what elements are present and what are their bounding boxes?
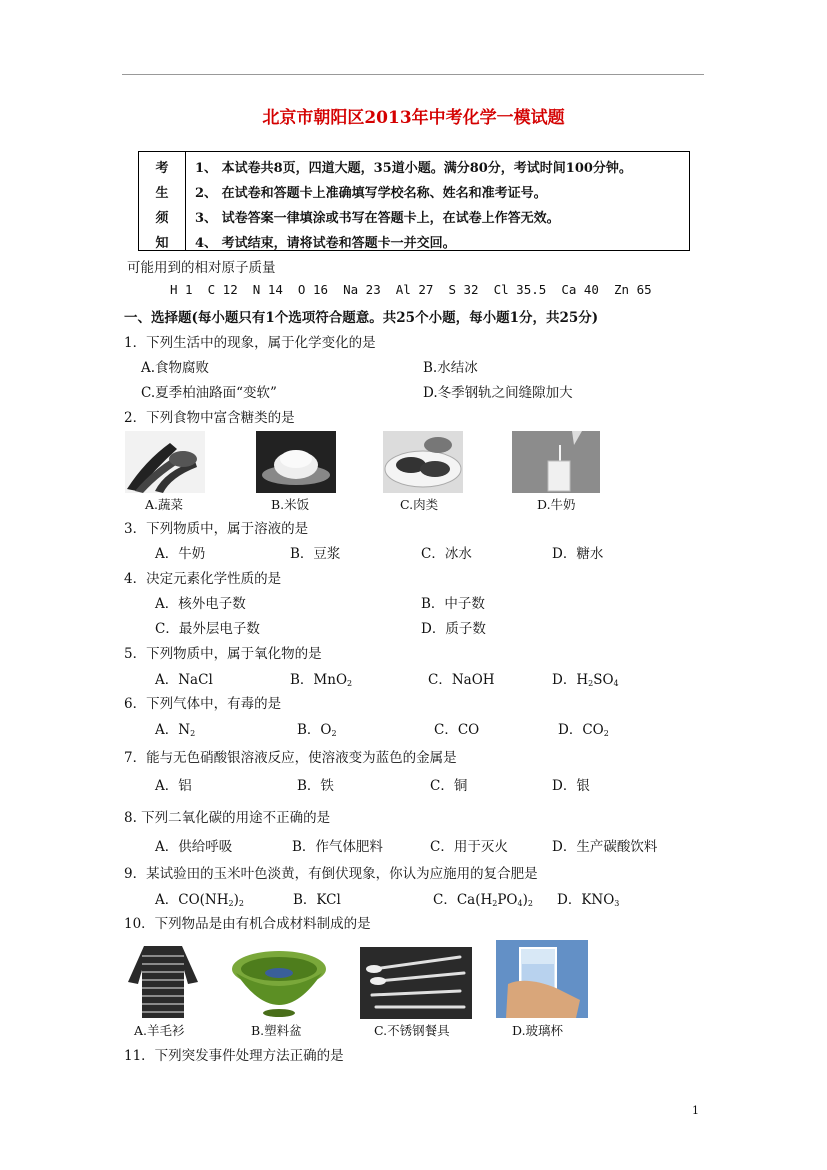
- question-stem: 7．能与无色硝酸银溶液反应，使溶液变为蓝色的金属是: [124, 750, 457, 766]
- option-c: C．$Ca(H_2PO_4)_2$: [433, 892, 533, 908]
- option-d: D．银: [552, 778, 590, 794]
- notice-line: 2、 在试卷和答题卡上准确填写学校名称、姓名和准考证号。: [195, 186, 547, 201]
- option-c: C．NaOH: [428, 672, 495, 688]
- atomic-mass-title: 可能用到的相对原子质量: [127, 260, 276, 276]
- image-caption: D.玻璃杯: [512, 1023, 564, 1038]
- notice-line: 1、 本试卷共8页，四道大题，35道小题。满分80分，考试时间100分钟。: [195, 161, 632, 176]
- vegetable-image: [125, 431, 205, 493]
- question-stem: 10．下列物品是由有机合成材料制成的是: [124, 916, 371, 932]
- option-b: B．铁: [297, 778, 334, 794]
- option-a: A．供给呼吸: [155, 839, 233, 855]
- plastic-basin-image: [230, 947, 328, 1019]
- page-title: 北京市朝阳区2013年中考化学一模试题: [262, 108, 565, 128]
- section-heading: 一、选择题(每小题只有1个选项符合题意。共25个小题，每小题1分，共25分): [124, 310, 599, 326]
- option-b: B．$O_2$: [297, 722, 337, 738]
- option-d: D．生产碳酸饮料: [552, 839, 658, 855]
- notice-line: 4、 考试结束，请将试卷和答题卡一并交回。: [195, 236, 456, 251]
- question-stem: 8. 下列二氧化碳的用途不正确的是: [124, 810, 331, 826]
- question-stem: 5．下列物质中，属于氧化物的是: [124, 646, 322, 662]
- cutlery-image: [360, 947, 472, 1019]
- option-c: C．用于灭火: [430, 839, 508, 855]
- notice-label-char: 考: [155, 161, 169, 176]
- option-d: D．糖水: [552, 546, 604, 562]
- milk-image: [512, 431, 600, 493]
- option-a: A．NaCl: [155, 672, 213, 688]
- option-a: A.食物腐败: [141, 360, 210, 376]
- question-stem: 6．下列气体中，有毒的是: [124, 696, 282, 712]
- option-c: C.夏季柏油路面“变软”: [141, 385, 277, 401]
- meat-image: [383, 431, 463, 493]
- notice-label-char: 知: [155, 236, 169, 251]
- image-caption: B.塑料盆: [251, 1023, 302, 1038]
- option-b: B．豆浆: [290, 546, 341, 562]
- option-c: C．铜: [430, 778, 468, 794]
- option-a: A．铝: [155, 778, 192, 794]
- option-d: D．质子数: [421, 621, 486, 637]
- option-b: B．MnO$_2$: [290, 672, 353, 688]
- notice-label-char: 须: [155, 211, 169, 226]
- option-d: D．$CO_2$: [558, 722, 609, 738]
- option-d: D．$KNO_3$: [557, 892, 620, 908]
- option-c: C．最外层电子数: [155, 621, 260, 637]
- question-stem: 3．下列物质中，属于溶液的是: [124, 521, 309, 537]
- notice-label-column: [139, 152, 186, 250]
- option-b: B．中子数: [421, 596, 485, 612]
- question-stem: 2．下列食物中富含糖类的是: [124, 410, 295, 426]
- notice-line: 3、 试卷答案一律填涂或书写在答题卡上，在试卷上作答无效。: [195, 211, 560, 226]
- question-stem: 11．下列突发事件处理方法正确的是: [124, 1048, 344, 1064]
- option-c: C．CO: [434, 722, 480, 738]
- option-b: B．作气体肥料: [292, 839, 383, 855]
- option-c: C．冰水: [421, 546, 472, 562]
- exam-notice-box: [138, 151, 690, 251]
- image-caption: D.牛奶: [537, 497, 576, 512]
- atomic-mass-list: H 1 C 12 N 14 O 16 Na 23 Al 27 S 32 Cl 35.5 Ca 40 Zn 65: [170, 282, 652, 297]
- image-caption: A.羊毛衫: [134, 1023, 185, 1038]
- image-caption: A.蔬菜: [145, 497, 184, 512]
- question-stem: 9．某试验田的玉米叶色淡黄，有倒伏现象，你认为应施用的复合肥是: [124, 866, 538, 882]
- option-d: D．$H_2SO_4$: [552, 672, 619, 688]
- option-a: A．核外电子数: [155, 596, 246, 612]
- option-b: B.水结冰: [423, 360, 478, 376]
- question-stem: 1．下列生活中的现象，属于化学变化的是: [124, 335, 376, 351]
- page-number: 1: [692, 1104, 699, 1117]
- rice-image: [256, 431, 336, 493]
- option-b: B．KCl: [293, 892, 341, 908]
- question-stem: 4．决定元素化学性质的是: [124, 571, 282, 587]
- notice-label-char: 生: [155, 186, 169, 201]
- image-caption: C.不锈钢餐具: [374, 1023, 450, 1038]
- sweater-image: [126, 942, 200, 1018]
- option-a: A．$N_2$: [155, 722, 196, 738]
- header-rule: [122, 74, 704, 75]
- option-a: A．$CO(NH_2)_2$: [155, 892, 244, 908]
- option-a: A．牛奶: [155, 546, 206, 562]
- glass-cup-image: [496, 940, 588, 1018]
- option-d: D.冬季钢轨之间缝隙加大: [423, 385, 573, 401]
- image-caption: B.米饭: [271, 497, 310, 512]
- image-caption: C.肉类: [400, 497, 439, 512]
